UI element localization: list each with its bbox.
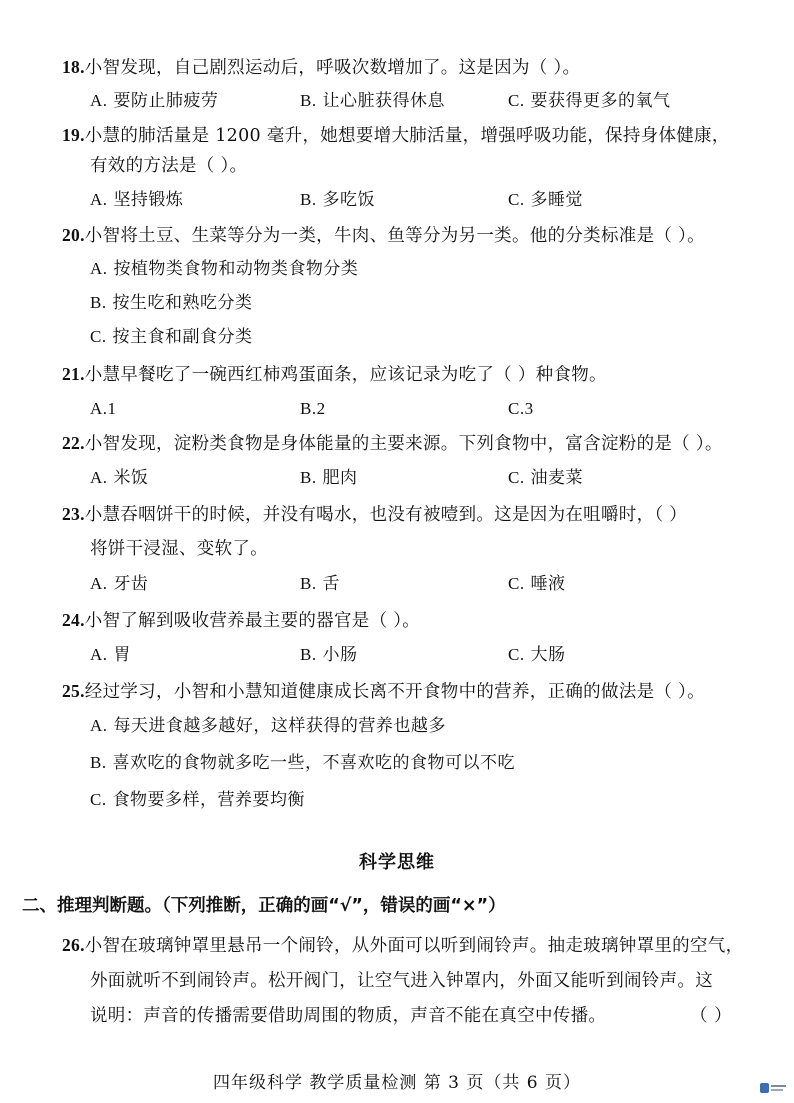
option-text: 按生吃和熟吃分类 (112, 293, 253, 313)
option-letter: A. (90, 91, 108, 110)
part-title: 二、推理判断题。（下列推断，正确的画“√”，错误的画“×”） (22, 896, 506, 916)
option-letter: A. (90, 645, 108, 664)
option-letter: C. (508, 91, 525, 110)
option-text: 按主食和副食分类 (112, 327, 253, 347)
option-text: 油麦菜 (530, 468, 583, 488)
option-letter: C. (90, 327, 107, 346)
question-19 (62, 122, 730, 149)
question-text: 小慧吞咽饼干的时候，并没有喝水，也没有被噎到。这是因为在咀嚼时，（ ） (84, 505, 688, 525)
option-letter: B. (300, 468, 317, 487)
option-text: 多睡觉 (530, 190, 583, 210)
question-text: 小智了解到吸收营养最主要的器官是（ ）。 (84, 611, 421, 631)
option-letter: B. (300, 399, 317, 418)
question-text-continued: 将饼干浸湿、变软了。 (90, 539, 268, 559)
option-letter: B. (300, 574, 317, 593)
option-c (508, 465, 583, 491)
option-a (90, 642, 131, 668)
question-20 (62, 222, 705, 249)
option-text: 3 (524, 399, 534, 418)
question-text: 小慧的肺活量是 1200 毫升，她想要增大肺活量，增强呼吸功能，保持身体健康， (84, 126, 730, 146)
question-number: 18. (62, 57, 85, 77)
question-23 (62, 501, 687, 528)
question-22 (62, 430, 723, 457)
option-letter: A. (90, 259, 108, 278)
option-c (508, 88, 671, 114)
option-letter: A. (90, 190, 108, 209)
option-c (508, 642, 566, 668)
option-text: 让心脏获得休息 (322, 91, 445, 111)
option-text: 要获得更多的氧气 (530, 91, 671, 111)
option-letter: B. (300, 190, 317, 209)
option-b (300, 88, 445, 114)
answer-bracket: （ ） (690, 1006, 733, 1026)
option-text: 小肠 (322, 645, 358, 665)
option-c (508, 571, 566, 597)
question-number: 23. (62, 504, 85, 524)
option-b (300, 642, 358, 668)
question-number: 26. (62, 935, 85, 955)
option-a (90, 187, 183, 213)
option-text: 肥肉 (322, 468, 358, 488)
option-text: 每天进食越多越好，这样获得的营养也越多 (113, 716, 446, 736)
question-text: 小智发现，自己剧烈运动后，呼吸次数增加了。这是因为（ ）。 (84, 58, 581, 78)
option-letter: B. (90, 293, 107, 312)
option-a (90, 571, 148, 597)
option-letter: C. (508, 645, 525, 664)
option-text: 坚持锻炼 (113, 190, 184, 210)
corner-logo-icon (760, 1082, 786, 1094)
question-number: 24. (62, 610, 85, 630)
section-title: 科学思维 (359, 852, 435, 873)
option-letter: A. (90, 716, 108, 735)
question-text: 经过学习，小智和小慧知道健康成长离不开食物中的营养，正确的做法是（ ）。 (84, 682, 705, 702)
question-24 (62, 607, 420, 634)
option-c (90, 324, 253, 350)
option-text: 2 (316, 399, 326, 418)
option-letter: B. (90, 753, 107, 772)
option-b (300, 465, 358, 491)
option-c (508, 396, 534, 422)
question-text: 小智将土豆、生菜等分为一类，牛肉、鱼等分为另一类。他的分类标准是（ ）。 (84, 226, 705, 246)
option-letter: A. (90, 468, 108, 487)
question-25 (62, 678, 705, 705)
question-text-continued: 有效的方法是（ ）。 (90, 156, 248, 176)
option-text: 要防止肺疲劳 (113, 91, 219, 111)
option-letter: A. (90, 399, 108, 418)
question-number: 20. (62, 225, 85, 245)
option-text: 1 (107, 399, 117, 418)
option-letter: C. (508, 574, 525, 593)
option-a (90, 396, 117, 422)
option-a (90, 465, 148, 491)
question-21 (62, 361, 607, 388)
question-text: 小智发现，淀粉类食物是身体能量的主要来源。下列食物中，富含淀粉的是（ ）。 (84, 434, 723, 454)
option-text: 多吃饭 (322, 190, 375, 210)
option-text: 牙齿 (113, 574, 149, 594)
option-b (90, 750, 515, 776)
question-text: 小智在玻璃钟罩里悬吊一个闹铃，从外面可以听到闹铃声。抽走玻璃钟罩里的空气， (84, 936, 744, 956)
option-b (300, 396, 326, 422)
question-number: 21. (62, 364, 85, 384)
question-18 (62, 54, 580, 81)
option-letter: B. (300, 645, 317, 664)
option-text: 舌 (322, 574, 340, 594)
option-text: 按植物类食物和动物类食物分类 (113, 259, 359, 279)
question-number: 22. (62, 433, 85, 453)
option-text: 胃 (113, 645, 131, 665)
question-text-continued: 说明：声音的传播需要借助周围的物质，声音不能在真空中传播。 (90, 1006, 607, 1026)
option-letter: C. (508, 190, 525, 209)
option-text: 大肠 (530, 645, 566, 665)
question-text: 小慧早餐吃了一碗西红柿鸡蛋面条，应该记录为吃了（ ）种食物。 (84, 365, 607, 385)
option-c (508, 187, 583, 213)
option-text: 唾液 (530, 574, 566, 594)
option-text: 喜欢吃的食物就多吃一些，不喜欢吃的食物可以不吃 (112, 753, 515, 773)
question-text-continued: 外面就听不到闹铃声。松开阀门，让空气进入钟罩内，外面又能听到闹铃声。这 (90, 971, 713, 991)
option-a (90, 88, 218, 114)
option-b (300, 187, 375, 213)
question-number: 25. (62, 681, 85, 701)
option-text: 食物要多样，营养要均衡 (112, 790, 305, 810)
option-a (90, 713, 446, 739)
question-number: 19. (62, 125, 85, 145)
option-text: 米饭 (113, 468, 149, 488)
page-footer: 四年级科学 教学质量检测 第 3 页（共 6 页） (212, 1073, 582, 1093)
option-letter: A. (90, 574, 108, 593)
option-letter: C. (508, 399, 525, 418)
option-c (90, 787, 305, 813)
option-b (300, 571, 340, 597)
question-26 (62, 932, 743, 959)
option-b (90, 290, 253, 316)
option-a (90, 256, 358, 282)
option-letter: C. (508, 468, 525, 487)
option-letter: B. (300, 91, 317, 110)
option-letter: C. (90, 790, 107, 809)
